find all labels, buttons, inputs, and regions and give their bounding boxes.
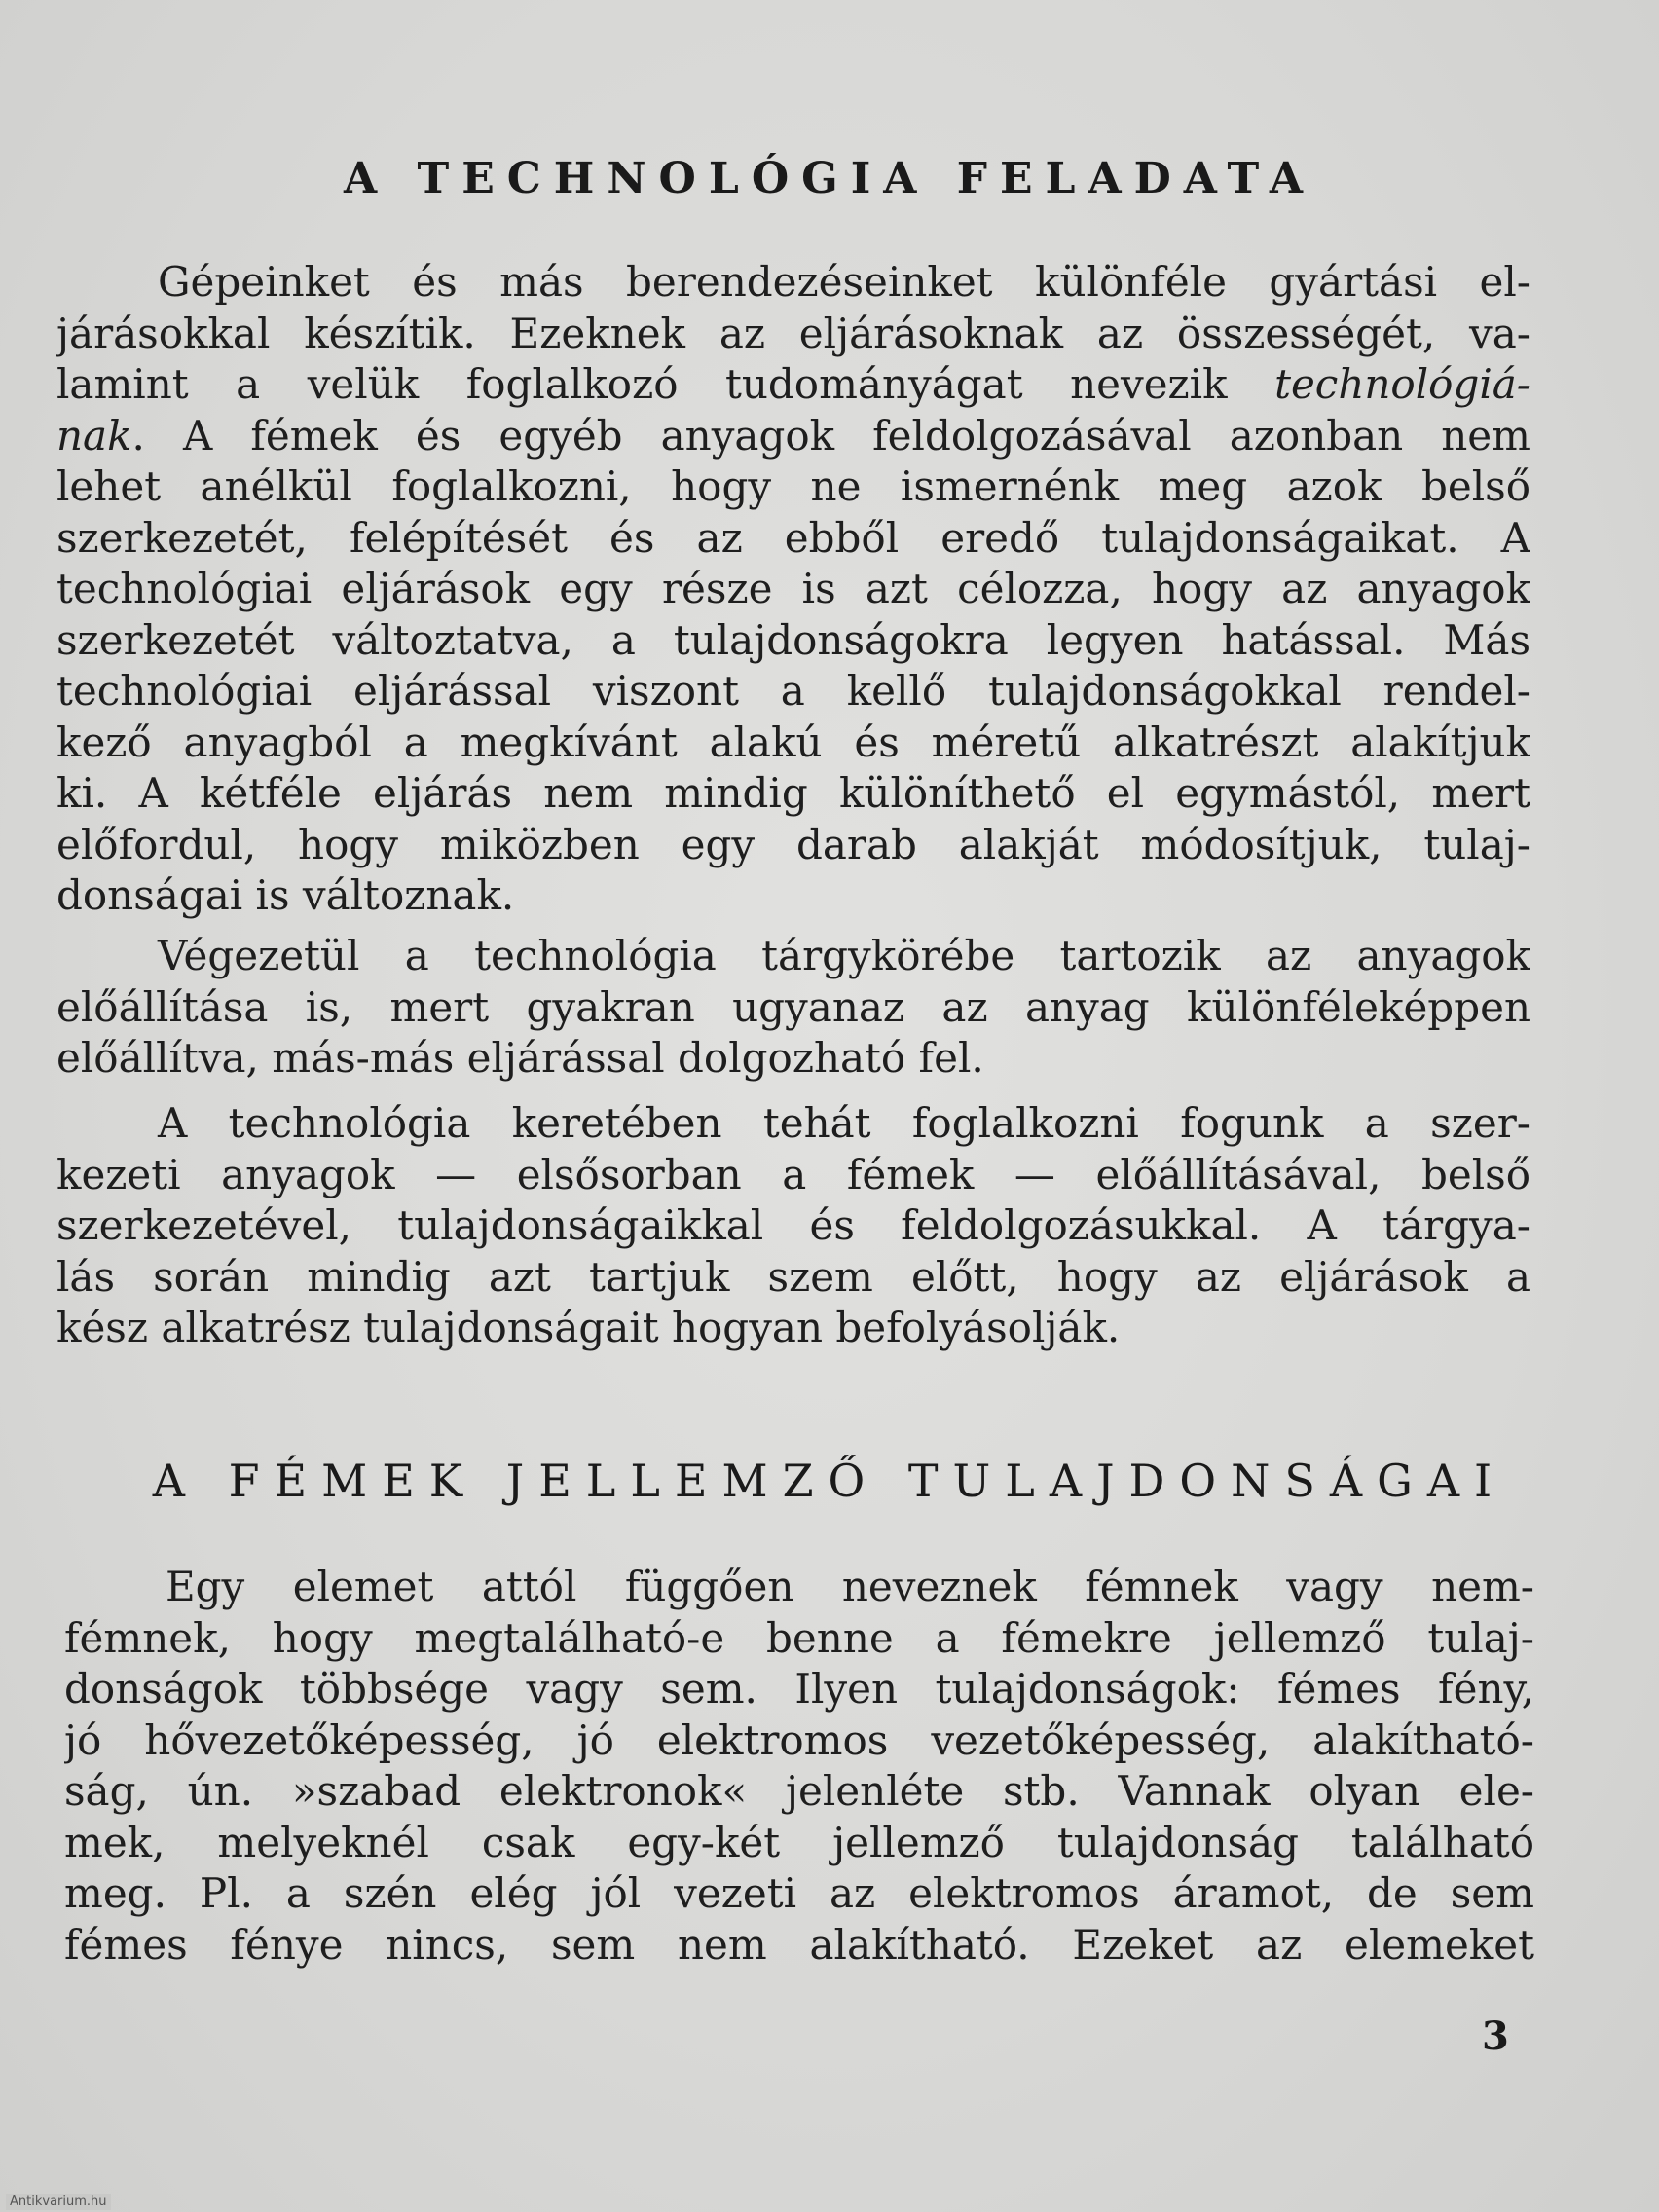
text-line: technológiai eljárások egy része is azt célozza, hogy az anyagok [56,565,1530,612]
watermark: Antikvarium.hu [6,2194,111,2210]
paragraph-technology-scope [56,1098,1530,1354]
italic-term: nak [56,411,132,460]
text-line: Végezetül a technológia tárgykörébe tartozik az anyagok [158,932,1530,979]
text-line: lehet anélkül foglalkozni, hogy ne ismernénk meg azok belső [56,462,1530,510]
text-line: nak. A fémek és egyéb anyagok feldolgozásával azonban nem [56,411,1530,460]
text-line: fémes fénye nincs, sem nem alakítható. Ezeket az elemeket [64,1920,1534,1969]
text-line: Egy elemet attól függően neveznek fémnek vagy nem- [166,1563,1534,1610]
text-line: előfordul, hogy miközben egy darab alakját módosítjuk, tulaj- [56,820,1530,868]
text-line: szerkezetét változtatva, a tulajdonságokra legyen hatással. Más [56,615,1530,664]
page-number: 3 [1482,2013,1509,2059]
text-line: A technológia keretében tehát foglalkozni fogunk a szer- [158,1099,1530,1147]
text-line: lamint a velük foglalkozó tudományágat nevezik technológiá- [56,360,1530,408]
text-line: jó hővezetőképesség, jó elektromos vezetőképesség, alakítható- [64,1715,1534,1764]
paragraph-material-production [56,931,1530,1085]
text-line: járásokkal készítik. Ezeknek az eljárásoknak az összességét, va- [56,309,1530,357]
text-line: szerkezetét, felépítését és az ebből eredő tulajdonságaikat. A [56,513,1530,562]
text-line: mek, melyeknél csak egy-két jellemző tulajdonság található [64,1818,1534,1866]
section-heading-metal-properties: A FÉMEK JELLEMZŐ TULAJDONSÁGAI [152,1455,1507,1507]
text-line: kezeti anyagok — elsősorban a fémek — előállításával, belső [56,1150,1530,1198]
text-line: donságai is változnak. [56,871,515,919]
text-line: kész alkatrész tulajdonságait hogyan befolyásolják. [56,1304,1121,1351]
text-line: meg. Pl. a szén elég jól vezeti az elektromos áramot, de sem [64,1869,1534,1917]
text-line: Gépeinket és más berendezéseinket különféle gyártási el- [158,258,1530,306]
text-line: technológiai eljárással viszont a kellő tulajdonságokkal rendel- [56,667,1530,715]
text-line: kező anyagból a megkívánt alakú és méretű alkatrészt alakítjuk [56,718,1530,766]
paragraph-metal-definition [64,1562,1534,1971]
text-line: ság, ún. »szabad elektronok« jelenléte stb. Vannak olyan ele- [64,1767,1534,1815]
text-line: előállítva, más-más eljárással dolgozható fel. [56,1034,984,1082]
text-line: lás során mindig azt tartjuk szem előtt, hogy az eljárások a [56,1252,1530,1301]
text-line: ki. A kétféle eljárás nem mindig különíthető el egymástól, mert [56,769,1530,817]
text-line: fémnek, hogy megtalálható-e benne a fémekre jellemző tulaj- [64,1613,1534,1662]
text-line: szerkezetével, tulajdonságaikkal és feldolgozásukkal. A tárgya- [56,1201,1530,1249]
text-line: donságok többsége vagy sem. Ilyen tulajdonságok: fémes fény, [64,1665,1534,1713]
section-heading-technology-task: A TECHNOLÓGIA FELADATA [344,154,1315,203]
italic-term: technológiá- [1274,360,1530,408]
text-line: előállítása is, mert gyakran ugyanaz az anyag különféleképpen [56,982,1530,1031]
paragraph-technology-intro [56,257,1530,922]
